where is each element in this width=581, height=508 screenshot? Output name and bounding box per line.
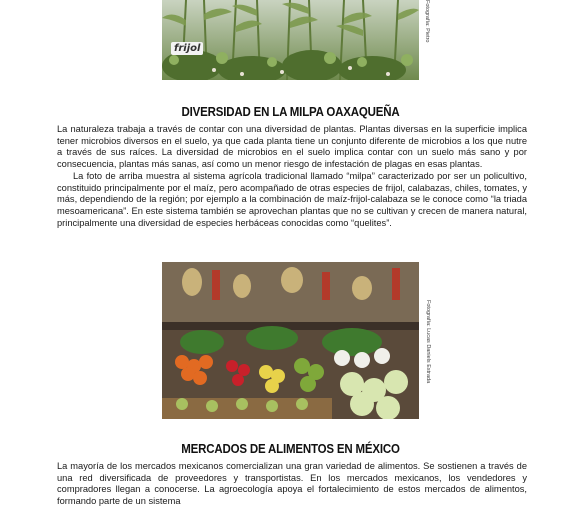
section-body-mercados: [57, 461, 527, 508]
section-title-mercados: MERCADOS DE ALIMENTOS EN MÉXICO: [181, 442, 400, 457]
photo-credit-milpa: Fotografía: Pietro: [424, 0, 430, 43]
market-photo: [162, 262, 419, 419]
milpa-photo: [162, 0, 419, 80]
section-title-milpa: DIVERSIDAD EN LA MILPA OAXAQUEÑA: [181, 105, 400, 120]
milpa-paragraph-2: La foto de arriba muestra al sistema agrícola tradicional llamado “milpa” caracterizado por ser un policultivo, constituido principalmente por el maíz, pero acompañado de otras especies de frijol, calabazas, chiles, tomates, y más, dependiendo de la región; por ejemplo a la combinación de maíz-frijol-calabaza se le conoce como “la triada mesoamericana”. En este sistema también se aprovechan plantas que no se cultivan y crecen de manera natural, principalmente una diversidad de especies herbáceas conocidas como “quelites”.: [57, 170, 527, 228]
mercados-paragraph-1: La mayoría de los mercados mexicanos comercializan una gran variedad de alimentos. Se sostienen a través de una red diversificada de proveedores y transportistas. En los mercados mexicanos, los vendedores y compradores llegan a conocerse. La agroecología apoya el fortalecimiento de estos mercados de alimentos, formando parte de un sistema: [57, 461, 527, 507]
frijol-label: frijol: [171, 42, 203, 55]
section-body-milpa: [57, 124, 527, 229]
photo-credit-market: Fotografía: Lucas Daniels Estrada: [425, 300, 431, 384]
milpa-paragraph-1: La naturaleza trabaja a través de contar con una diversidad de plantas. Plantas diversas en la superficie implica tener microbios diversos en el suelo, ya que cada planta tiene un conjunto diferente de microbios a los que nutre a través de sus raíces. La diversidad de microbios en el suelo implica contar con un suelo más sano y por consecuencia, plantas más sanas, así como un menor riesgo de infestación de plagas en esas plantas.: [57, 124, 527, 170]
